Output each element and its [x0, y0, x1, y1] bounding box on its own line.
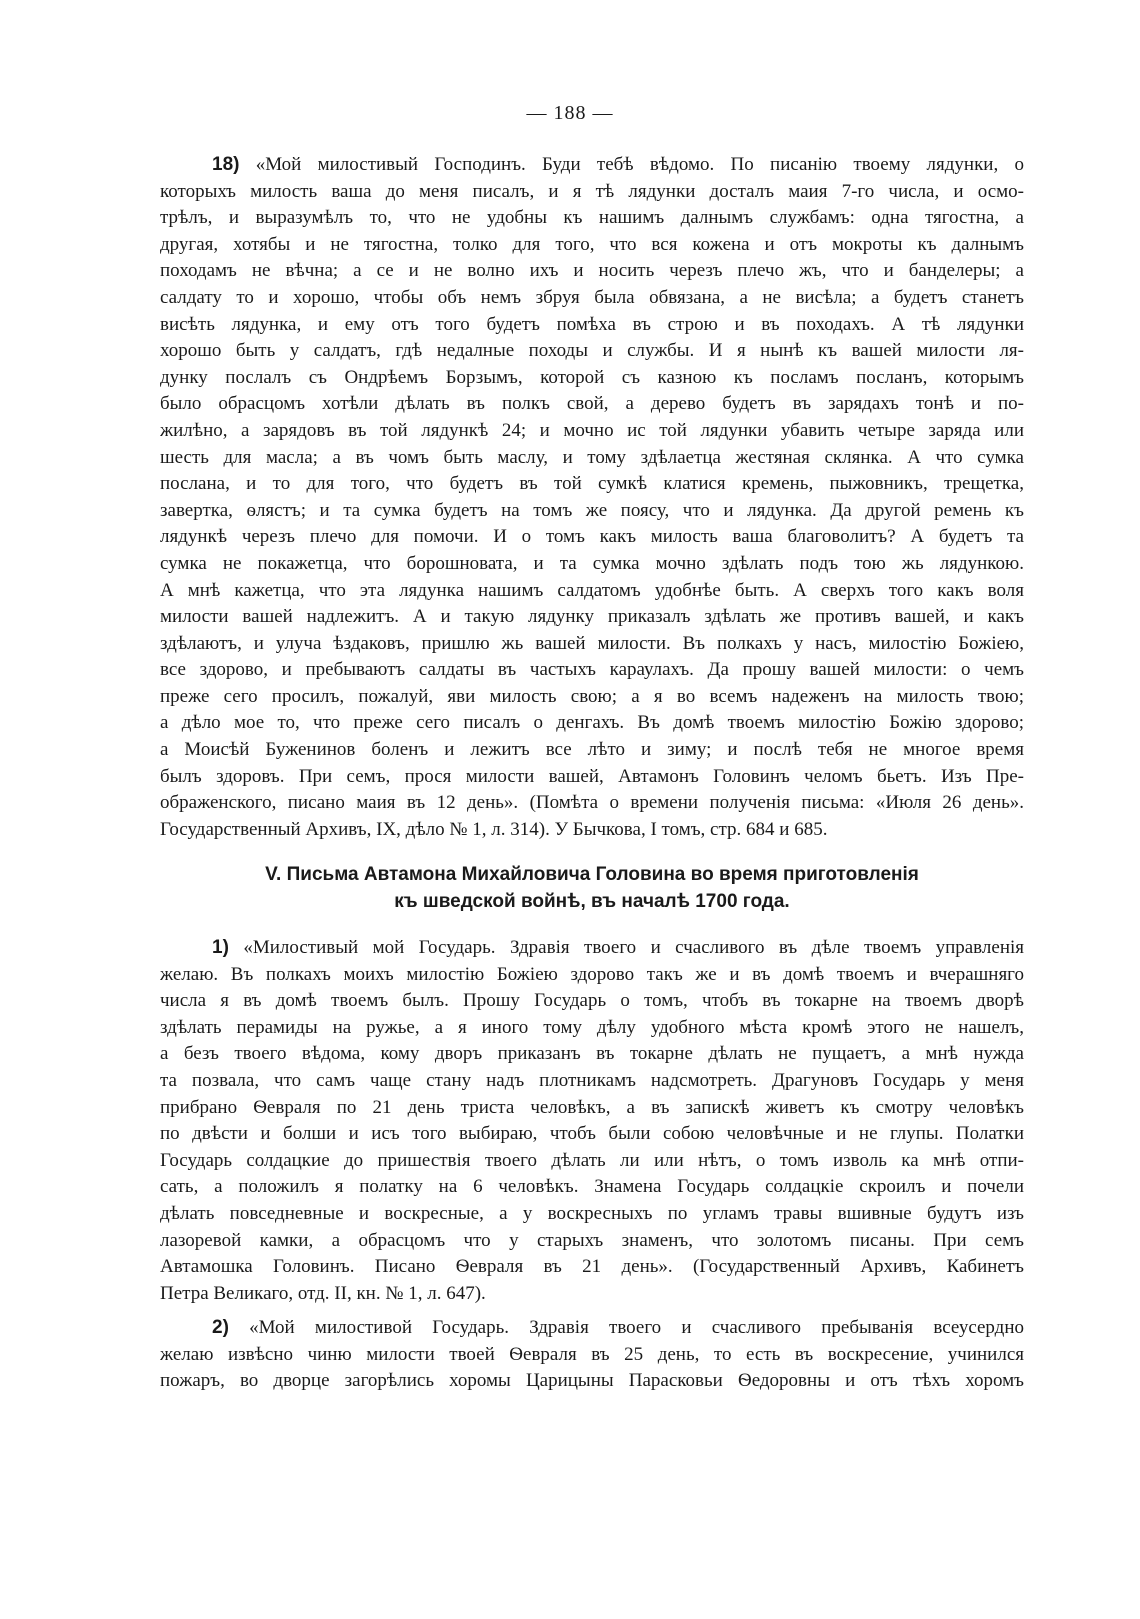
- text-line: [160, 152, 1024, 179]
- line-text: «Милостивый мой Государь. Здравія твоего и счасливого въ дѣле твоемъ управленія: [243, 937, 1024, 958]
- heading-line: V. Письма Автамона Михайловича Головина во время приготовленія: [265, 864, 919, 885]
- text-line: милости вашей надлежитъ. А и такую лядунку приказалъ здѣлать же противъ вашей, и какъ: [160, 606, 1024, 628]
- text-line: завертка, ѳлястъ; и та сумка будетъ на томъ же поясу, что и лядунка. Да другой ремень къ: [160, 499, 1024, 521]
- text-line: дунку послалъ съ Ондрѣемъ Борзымъ, которой съ казною къ посламъ посланъ, которымъ: [160, 366, 1024, 388]
- text-line: желаю извѣсно чиню милости твоей Ѳевраля въ 25 день, то есть въ воскресение, учинился: [160, 1343, 1024, 1365]
- text-line: [160, 935, 1024, 962]
- text-line: Петра Великаго, отд. II, кн. № 1, л. 647).: [160, 1282, 486, 1304]
- text-line: а Моисѣй Буженинов боленъ и лежитъ все лѣто и зиму; и послѣ тебя не многое время: [160, 739, 1024, 761]
- text-line: сать, а положилъ я полатку на 6 человѣкъ. Знамена Государь солдацкіе скроилъ и почели: [160, 1176, 1024, 1198]
- text-line: лядункѣ черезъ плечо для помочи. И о томъ какъ милость ваша благоволитъ? А будетъ та: [160, 526, 1024, 548]
- text-line: Государь солдацкие до пришествія твоего дѣлать ли или нѣтъ, о томъ изволь ка мнѣ отпи-: [160, 1149, 1024, 1171]
- text-line: было обрасцомъ хотѣли дѣлать въ полкъ свой, а дерево будетъ въ зарядахъ тонѣ и по-: [160, 393, 1024, 415]
- text-line: [160, 1315, 1024, 1342]
- text-line: жилѣно, а зарядовъ въ той лядункѣ 24; и мочно ис той лядунки убавить четыре заряда или: [160, 419, 1024, 441]
- text-line: висѣть лядунка, и ему отъ того будетъ помѣха въ строю и въ походахъ. А тѣ лядунки: [160, 313, 1024, 335]
- text-line: ображенского, писано маия въ 12 день». (Помѣта о времени полученія письма: «Июля 26 день».: [160, 792, 1024, 814]
- text-line: салдату то и хорошо, чтобы объ немъ збруя была обвязана, а не висѣла; а будетъ станетъ: [160, 286, 1024, 308]
- text-line: хорошо быть у салдатъ, гдѣ недалные походы и службы. И я нынѣ къ вашей милости ля-: [160, 340, 1024, 362]
- text-line: А мнѣ кажетца, что эта лядунка нашимъ салдатомъ удобнѣе быть. А сверхъ того какъ воля: [160, 579, 1024, 601]
- line-text: «Мой милостивой Государь. Здравія твоего и счасливого пребыванія всеусердно: [249, 1317, 1024, 1338]
- text-line: Автамошка Головинъ. Писано Ѳевраля въ 21 день». (Государственный Архивъ, Кабинетъ: [160, 1256, 1024, 1278]
- text-line: шесть для масла; а въ чомъ быть маслу, и тому здѣлаетца жестяная склянка. А что сумка: [160, 446, 1024, 468]
- text-line: а дѣло мое то, что преже сего писалъ о денгахъ. Въ домѣ твоемъ милостію Божію здорово;: [160, 712, 1024, 734]
- text-line: здѣлаютъ, и улуча ѣздаковъ, пришлю жь вашей милости. Въ полкахъ у насъ, милостію Божіею,: [160, 632, 1024, 654]
- text-line: прибрано Ѳевраля по 21 день триста человѣкъ, а въ запискѣ живетъ къ смотру человѣкъ: [160, 1096, 1024, 1118]
- text-line: походамъ не вѣчна; а се и не волно ихъ и носить черезъ плечо жъ, что и банделеры; а: [160, 260, 1024, 282]
- line-text: «Мой милостивый Господинъ. Буди тебѣ вѣдомо. По писанію твоему лядунки, о: [255, 154, 1024, 175]
- text-line: сумка не покажетца, что борошновата, и та сумка мочно здѣлать подъ тою жь лядункою.: [160, 552, 1024, 574]
- text-line: здѣлать перамиды на ружье, а я иного тому дѣлу удобного мѣста кромѣ этого не нашелъ,: [160, 1016, 1024, 1038]
- paragraph-number: 2): [212, 1317, 229, 1338]
- text-line: послана, и то для того, что будетъ въ той сумкѣ клатися кремень, пыжовникъ, трещетка,: [160, 473, 1024, 495]
- text-line: а безъ твоего вѣдома, кому дворъ приказанъ въ токарне дѣлать не пущаетъ, а мнѣ нужда: [160, 1043, 1024, 1065]
- paragraph-1: [160, 935, 1024, 1307]
- paragraph-2: [160, 1315, 1024, 1395]
- text-line: числа я въ домѣ твоемъ былъ. Прошу Государь о томъ, чтобъ въ токарне на твоемъ дворѣ: [160, 990, 1024, 1012]
- text-line: былъ здоровъ. При семъ, прося милости вашей, Автамонъ Головинъ челомъ бьетъ. Изъ Пре-: [160, 765, 1024, 787]
- text-line: которыхъ милость ваша до меня писалъ, и я тѣ лядунки досталъ маия 7-го числа, и осмо-: [160, 180, 1024, 202]
- text-line: дѣлать повседневные и воскресные, а у воскресныхъ по угламъ травы вшивные будутъ изъ: [160, 1202, 1024, 1224]
- heading-line: къ шведской войнѣ, въ началѣ 1700 года.: [394, 890, 790, 912]
- text-line: желаю. Въ полкахъ моихъ милостію Божіею здорово такъ же и въ домѣ твоемъ и вчерашняго: [160, 963, 1024, 985]
- text-line: трѣлъ, и выразумѣлъ то, что не удобны къ нашимъ далнымъ службамъ: одна тягостна, а: [160, 207, 1024, 229]
- paragraph-number: 1): [212, 937, 229, 958]
- text-line: другая, хотябы и не тягостна, толко для того, что вся кожена и отъ мокроты къ далнымъ: [160, 233, 1024, 255]
- page-number: — 188 —: [526, 102, 614, 124]
- paragraph-number: 18): [212, 154, 240, 175]
- text-line: пожаръ, во дворце загорѣлись хоромы Царицыны Парасковьи Ѳедоровны и отъ тѣхъ хоромъ: [160, 1370, 1024, 1392]
- text-line: преже сего просилъ, пожалуй, яви милость свою; а я во всемъ надеженъ на милость твою;: [160, 685, 1024, 707]
- section-heading: [160, 862, 1024, 915]
- text-line: по двѣсти и болши и исъ того выбираю, чтобъ были собою человѣчные и не глупы. Полатки: [160, 1123, 1024, 1145]
- text-line: лазоревой камки, а обрасцомъ что у старыхъ знаменъ, что золотомъ писаны. При семъ: [160, 1229, 1024, 1251]
- text-line: та позвала, что самъ чаще стану надъ плотникамъ надсмотреть. Драгуновъ Государь у меня: [160, 1069, 1024, 1091]
- text-line: Государственный Архивъ, IX, дѣло № 1, л. 314). У Бычкова, I томъ, стр. 684 и 685.: [160, 818, 828, 840]
- paragraph-18: [160, 152, 1024, 843]
- text-line: все здорово, и пребываютъ салдаты въ частыхъ караулахъ. Да прошу вашей милости: о чемъ: [160, 659, 1024, 681]
